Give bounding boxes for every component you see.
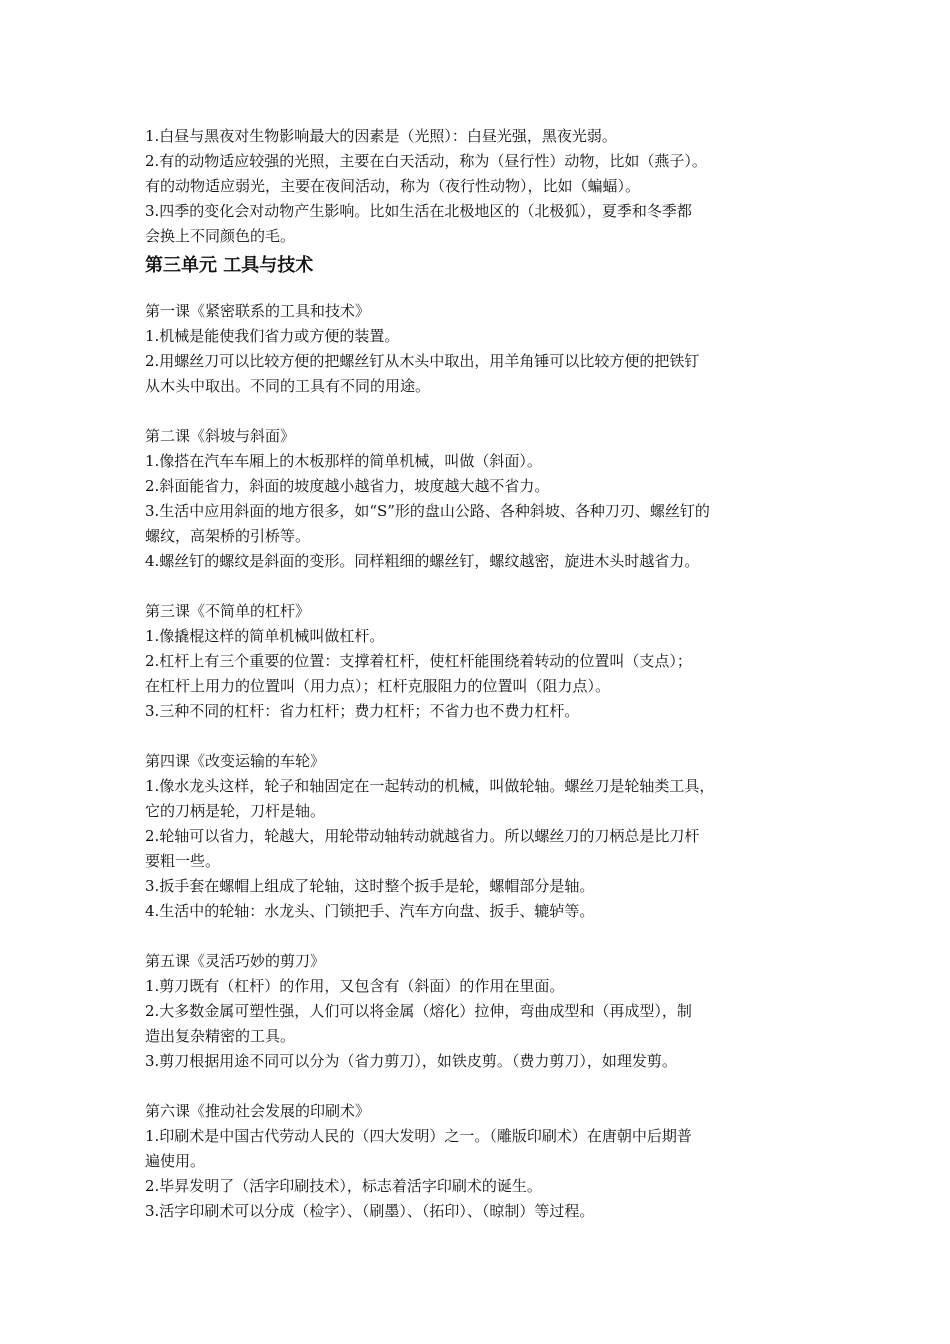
lesson-1 xyxy=(145,299,815,399)
intro-line: 2.有的动物适应较强的光照，主要在白天活动，称为（昼行性）动物，比如（燕子）。 xyxy=(145,152,707,170)
lesson-line: 3.生活中应用斜面的地方很多，如“S”形的盘山公路、各种斜坡、各种刀刃、螺丝钉的 xyxy=(145,502,710,520)
lesson-line: 4.螺丝钉的螺纹是斜面的变形。同样粗细的螺丝钉，螺纹越密，旋进木头时越省力。 xyxy=(145,552,700,570)
lesson-5 xyxy=(145,949,815,1074)
lesson-line: 3.三种不同的杠杆：省力杠杆；费力杠杆；不省力也不费力杠杆。 xyxy=(145,702,580,720)
lesson-line: 螺纹，高架桥的引桥等。 xyxy=(145,527,311,545)
lesson-line: 1.剪刀既有（杠杆）的作用，又包含有（斜面）的作用在里面。 xyxy=(145,977,565,995)
lesson-line: 它的刀柄是轮，刀杆是轴。 xyxy=(145,802,326,820)
lesson-line: 3.扳手套在螺帽上组成了轮轴，这时整个扳手是轮，螺帽部分是轴。 xyxy=(145,877,595,895)
lesson-line: 2.大多数金属可塑性强，人们可以将金属（熔化）拉伸，弯曲成型和（再成型），制 xyxy=(145,1002,692,1020)
lesson-line: 3.活字印刷术可以分成（检字）、（刷墨）、（拓印）、（晾制）等过程。 xyxy=(145,1202,595,1220)
lesson-4 xyxy=(145,749,815,924)
lesson-title: 第一课《紧密联系的工具和技术》 xyxy=(145,302,371,320)
intro-section xyxy=(145,124,815,249)
lesson-line: 2.毕昇发明了（活字印刷技术），标志着活字印刷术的诞生。 xyxy=(145,1177,542,1195)
lesson-title: 第五课《灵活巧妙的剪刀》 xyxy=(145,952,326,970)
lesson-line: 3.剪刀根据用途不同可以分为（省力剪刀），如铁皮剪。（费力剪刀），如理发剪。 xyxy=(145,1052,677,1070)
intro-line: 3.四季的变化会对动物产生影响。比如生活在北极地区的（北极狐），夏季和冬季都 xyxy=(145,202,692,220)
lesson-line: 从木头中取出。不同的工具有不同的用途。 xyxy=(145,377,431,395)
document-page xyxy=(145,124,815,1224)
lesson-line: 1.像撬棍这样的简单机械叫做杠杆。 xyxy=(145,627,385,645)
lesson-title: 第四课《改变运输的车轮》 xyxy=(145,752,326,770)
lesson-2 xyxy=(145,424,815,574)
intro-line: 会换上不同颜色的毛。 xyxy=(145,227,296,245)
lesson-line: 2.轮轴可以省力，轮越大，用轮带动轴转动就越省力。所以螺丝刀的刀柄总是比刀杆 xyxy=(145,827,700,845)
lesson-line: 4.生活中的轮轴：水龙头、门锁把手、汽车方向盘、扳手、辘轳等。 xyxy=(145,902,595,920)
lesson-line: 1.像搭在汽车车厢上的木板那样的简单机械，叫做（斜面）。 xyxy=(145,452,542,470)
lesson-line: 1.印刷术是中国古代劳动人民的（四大发明）之一。（雕版印刷术）在唐朝中后期普 xyxy=(145,1127,692,1145)
lesson-line: 1.像水龙头这样，轮子和轴固定在一起转动的机械，叫做轮轴。螺丝刀是轮轴类工具， xyxy=(145,777,715,795)
lesson-line: 遍使用。 xyxy=(145,1152,206,1170)
lesson-title: 第二课《斜坡与斜面》 xyxy=(145,427,296,445)
intro-line: 有的动物适应弱光，主要在夜间活动，称为（夜行性动物），比如（蝙蝠）。 xyxy=(145,177,641,195)
lesson-line: 2.用螺丝刀可以比较方便的把螺丝钉从木头中取出，用羊角锤可以比较方便的把铁钉 xyxy=(145,352,700,370)
lesson-title: 第六课《推动社会发展的印刷术》 xyxy=(145,1102,371,1120)
lesson-3 xyxy=(145,599,815,724)
lesson-line: 要粗一些。 xyxy=(145,852,221,870)
unit-title: 第三单元 工具与技术 xyxy=(145,255,314,276)
lesson-line: 2.杠杆上有三个重要的位置：支撑着杠杆，使杠杆能围绕着转动的位置叫（支点）； xyxy=(145,652,692,670)
lesson-line: 2.斜面能省力，斜面的坡度越小越省力，坡度越大越不省力。 xyxy=(145,477,550,495)
lesson-title: 第三课《不简单的杠杆》 xyxy=(145,602,311,620)
lesson-line: 造出复杂精密的工具。 xyxy=(145,1027,296,1045)
lesson-line: 在杠杆上用力的位置叫（用力点）；杠杆克服阻力的位置叫（阻力点）。 xyxy=(145,677,611,695)
lesson-line: 1.机械是能使我们省力或方便的装置。 xyxy=(145,327,400,345)
intro-line: 1.白昼与黑夜对生物影响最大的因素是（光照）：白昼光强，黑夜光弱。 xyxy=(145,127,617,145)
lesson-6 xyxy=(145,1099,815,1224)
